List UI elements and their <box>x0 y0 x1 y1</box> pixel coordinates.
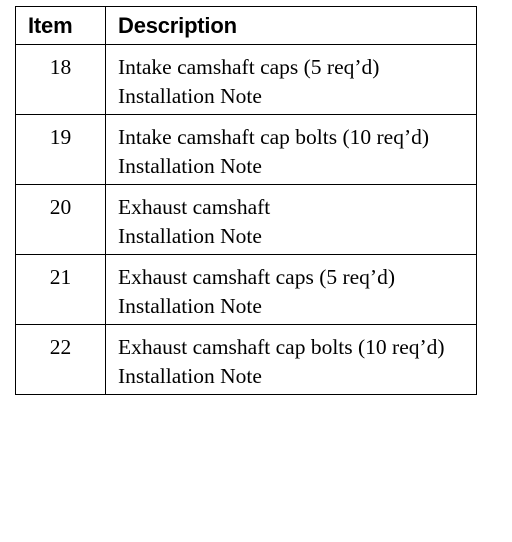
item-number: 19 <box>16 115 106 185</box>
installation-note-link[interactable]: Installation Note <box>118 84 262 108</box>
item-number: 20 <box>16 185 106 255</box>
description-text: Exhaust camshaft cap bolts (10 req’d) <box>118 335 445 359</box>
description-text: Intake camshaft cap bolts (10 req’d) <box>118 125 430 149</box>
table-header-row <box>16 7 477 45</box>
description-cell <box>106 45 477 115</box>
description-text: Exhaust camshaft caps (5 req’d) <box>118 265 396 289</box>
description-cell <box>106 185 477 255</box>
item-number: 18 <box>16 45 106 115</box>
installation-note-link[interactable]: Installation Note <box>118 294 262 318</box>
description-text: Intake camshaft caps (5 req’d) <box>118 55 380 79</box>
table-row <box>16 255 477 325</box>
installation-note-link[interactable]: Installation Note <box>118 224 262 248</box>
table-row <box>16 325 477 395</box>
parts-table <box>15 6 477 395</box>
table-row <box>16 115 477 185</box>
item-number: 22 <box>16 325 106 395</box>
header-description: Description <box>106 7 477 45</box>
description-cell <box>106 255 477 325</box>
item-number: 21 <box>16 255 106 325</box>
installation-note-link[interactable]: Installation Note <box>118 154 262 178</box>
description-cell <box>106 115 477 185</box>
table-row <box>16 185 477 255</box>
installation-note-link[interactable]: Installation Note <box>118 364 262 388</box>
header-item: Item <box>16 7 106 45</box>
description-text: Exhaust camshaft <box>118 195 271 219</box>
table-row <box>16 45 477 115</box>
description-cell <box>106 325 477 395</box>
